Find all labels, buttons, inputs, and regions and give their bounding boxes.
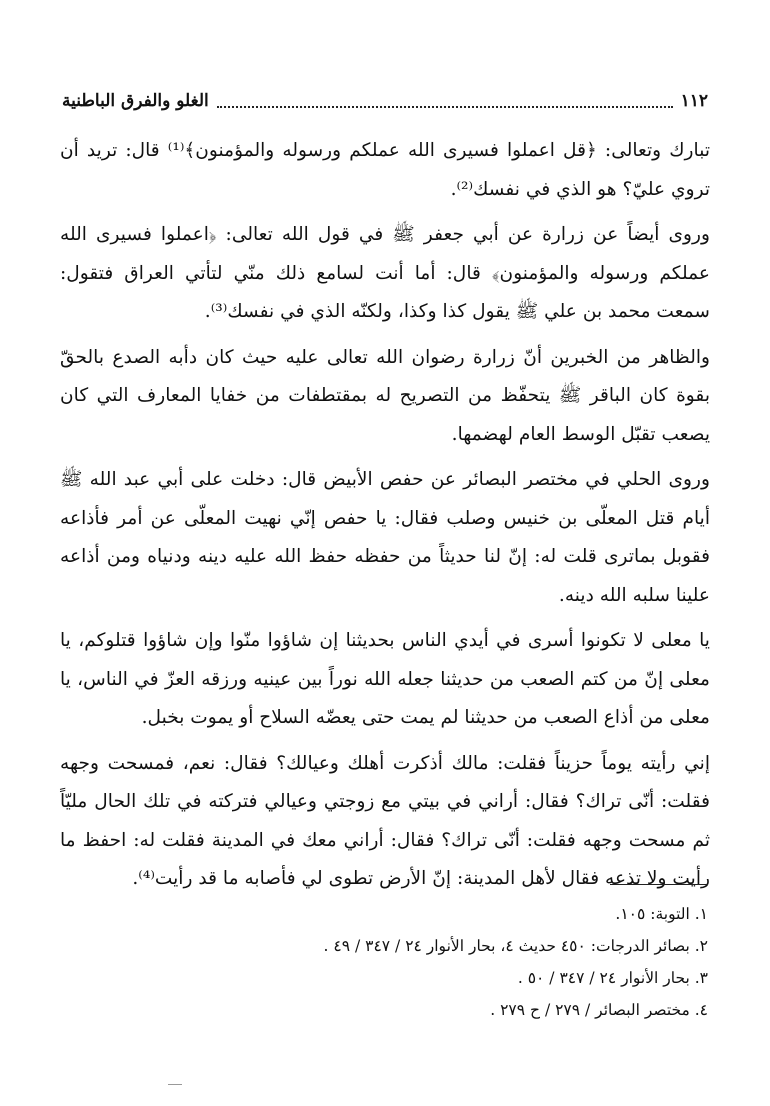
paragraph: والظاهر من الخبرين أنّ زرارة رضوان الله تعالى عليه حيث كان دأبه الصدع بالحقّ بقوة كان الباقر ﷺ يتحفّظ من التصريح له بمقتطفات من خفايا المعارف التي كان يصعب تقبّل الوسط العام لهضمها.	[60, 346, 710, 445]
footnote: ٢. بصائر الدرجات: ٤٥٠ حديث ٤، بحار الأنوار ٢٤ / ٣٤٧ / ٤٩ .	[323, 937, 708, 955]
footnotes-separator	[610, 884, 708, 885]
header-dotted-leader	[217, 94, 673, 108]
body-text	[60, 132, 710, 899]
running-title: الغلو والفرق الباطنية	[62, 91, 209, 111]
paragraph: تبارك وتعالى: ﴿قل اعملوا فسيرى الله عملكم ورسوله والمؤمنون﴾⁽¹⁾ قال: تريد أن تروي عليّ؟ هو الذي في نفسك⁽²⁾.	[60, 140, 710, 200]
footnotes	[62, 898, 708, 1026]
footnote: ١. التوبة: ١٠٥.	[615, 905, 708, 923]
paragraph: وروى أيضاً عن زرارة عن أبي جعفر ﷺ في قول الله تعالى: ﴿اعملوا فسيرى الله عملكم ورسوله والمؤمنون﴾ قال: أما أنت لسامع ذلك منّي لتأتي العراق فتقول: سمعت محمد بن علي ﷺ يقول كذا وكذا، ولكنّه الذي في نفسك⁽³⁾.	[60, 224, 710, 322]
paragraph: يا معلى لا تكونوا أسرى في أيدي الناس بحديثنا إن شاؤوا منّوا وإن شاؤوا قتلوكم، يا معلى إنّ من كتم الصعب من حديثنا جعله الله نوراً بين عينيه ورزقه العزّ في الناس، يا معلى من أذاع الصعب من حديثنا لم يمت حتى يعضّه السلاح أو يموت بخبل.	[60, 630, 710, 728]
page-number: ١١٢	[680, 91, 708, 111]
paragraph: إني رأيته يوماً حزيناً فقلت: مالك أذكرت أهلك وعيالك؟ فقال: نعم، فمسحت وجهه فقلت: أنّى تراك؟ فقال: أراني في بيتي مع زوجتي وعيالي فتركته في تلك الحال مليّاً ثم مسحت وجهه فقلت: أنّى تراك؟ فقال: أراني معك في المدينة فقلت له: احفظ ما رأيت ولا تذعه فقال لأهل المدينة: إنّ الأرض تطوى لي فأصابه ما قد رأيت⁽⁴⁾.	[60, 752, 710, 889]
paragraph: وروى الحلي في مختصر البصائر عن حفص الأبيض قال: دخلت على أبي عبد الله ﷺ أيام قتل المعلّى بن خنيس وصلب فقال: يا حفص إنّي نهيت المعلّى عن أمر فأذاعه فقوبل بماترى قلت له: إنّ لنا حديثاً من حفظه حفظ الله عليه دينه ودنياه ومن أذاعه علينا سلبه الله دينه.	[60, 469, 710, 606]
scan-mark	[168, 1084, 182, 1085]
footnote: ٣. بحار الأنوار ٢٤ / ٣٤٧ / ٥٠ .	[517, 969, 708, 987]
page-header	[62, 86, 708, 116]
footnote: ٤. مختصر البصائر / ٢٧٩ / ح ٢٧٩ .	[490, 1001, 708, 1019]
